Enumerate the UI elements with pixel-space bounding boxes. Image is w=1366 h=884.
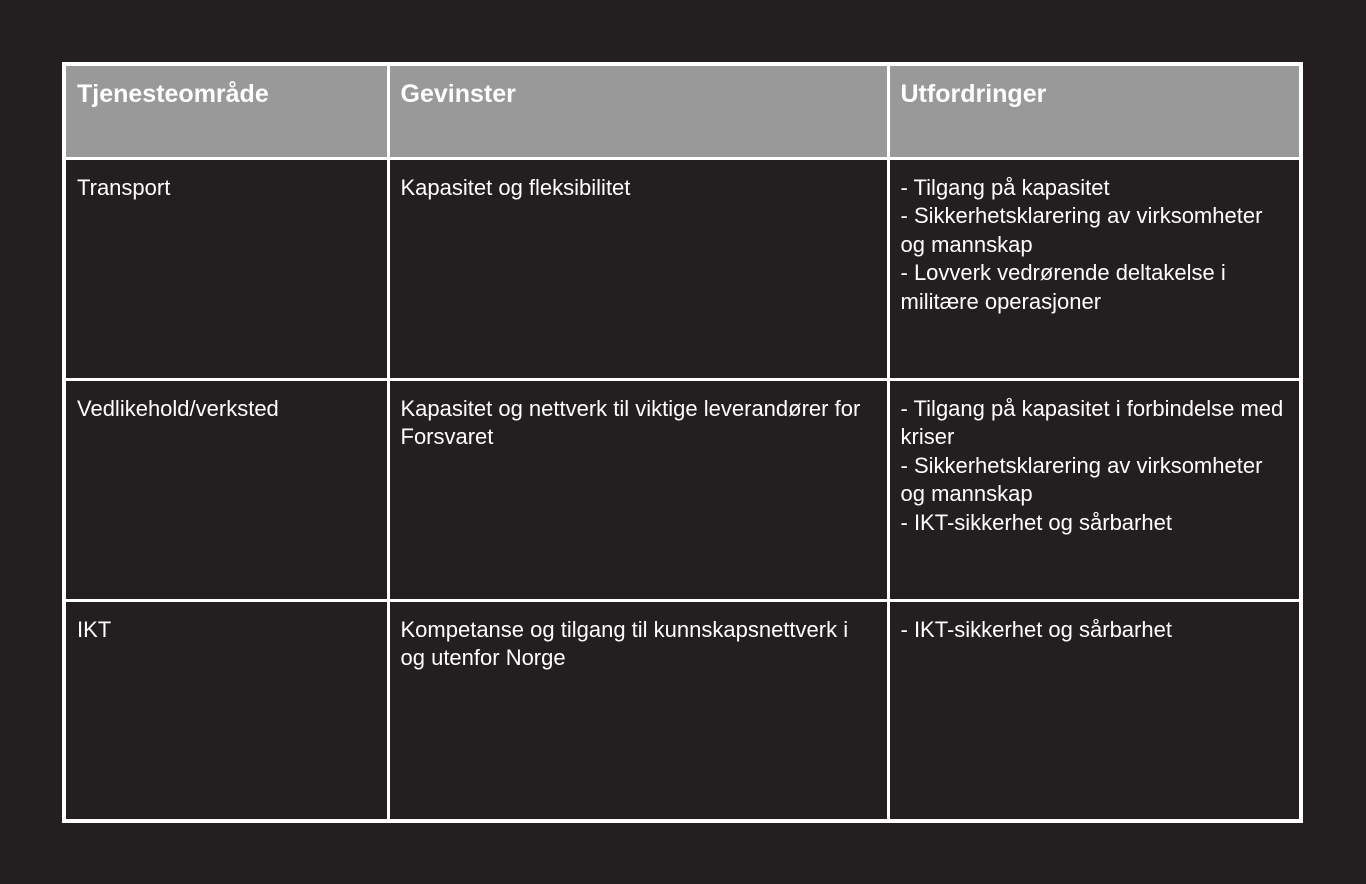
cell-area: Vedlikehold/verksted [64, 379, 388, 600]
cell-challenges [888, 379, 1301, 600]
cell-area: IKT [64, 600, 388, 821]
column-header-area: Tjenesteområde [64, 64, 388, 158]
services-table [62, 62, 1303, 823]
cell-challenges [888, 600, 1301, 821]
challenge-item: - Tilgang på kapasitet i forbindelse med kriser [900, 395, 1284, 449]
cell-benefits: Kompetanse og tilgang til kunnskapsnettverk i og utenfor Norge [388, 600, 888, 821]
challenge-item: - IKT-sikkerhet og sårbarhet [900, 616, 1172, 642]
table-row [64, 158, 1301, 379]
table-row [64, 379, 1301, 600]
challenge-item: - Lovverk vedrørende deltakelse i militære operasjoner [900, 260, 1226, 314]
challenge-item: - Tilgang på kapasitet [900, 174, 1110, 200]
challenge-item: - Sikkerhetsklarering av virksomheter og mannskap [900, 452, 1263, 506]
cell-challenges [888, 158, 1301, 379]
column-header-benefits: Gevinster [388, 64, 888, 158]
challenge-item: - IKT-sikkerhet og sårbarhet [900, 509, 1172, 535]
challenge-item: - Sikkerhetsklarering av virksomheter og mannskap [900, 203, 1263, 257]
table-header-row [64, 64, 1301, 158]
cell-benefits: Kapasitet og nettverk til viktige leverandører for Forsvaret [388, 379, 888, 600]
cell-benefits: Kapasitet og fleksibilitet [388, 158, 888, 379]
cell-area: Transport [64, 158, 388, 379]
table-row [64, 600, 1301, 821]
column-header-challenges: Utfordringer [888, 64, 1301, 158]
